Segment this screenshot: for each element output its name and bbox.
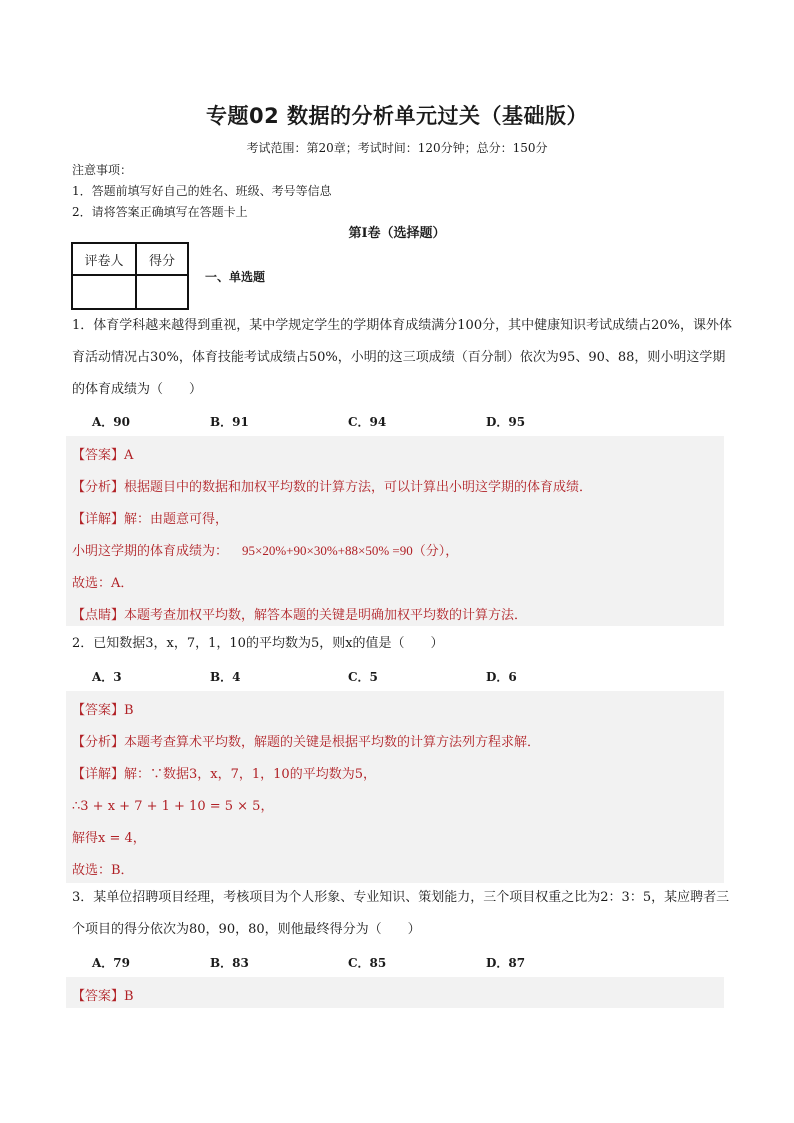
grader-header: 评卷人 (72, 243, 136, 275)
exam-info: 考试范围：第20章；考试时间：120分钟；总分：150分 (246, 141, 548, 155)
q3-answer: B (124, 989, 134, 1004)
question-1-answer-box (66, 436, 724, 626)
notes-heading: 注意事项： (72, 163, 133, 177)
q1-answer-line: 【答案】A (72, 448, 134, 463)
notes-item-2: 2．请将答案正确填写在答题卡上 (72, 205, 248, 219)
q2-solution-line: 解得x = 4， (72, 831, 146, 846)
score-header: 得分 (136, 243, 188, 275)
grader-cell[interactable] (72, 275, 136, 309)
option-b: B．4 (210, 670, 241, 684)
option-a: A．3 (92, 670, 122, 684)
q2-analysis-line: 【分析】本题考查算术平均数，解题的关键是根据平均数的计算方法列方程求解． (72, 735, 541, 750)
option-c: C．5 (348, 670, 378, 684)
q2-answer-line: 【答案】B (72, 703, 134, 718)
question-2-answer-box (66, 691, 724, 883)
q2-equation-line: ∴3 + x + 7 + 1 + 10 = 5 × 5， (72, 799, 274, 814)
q1-comment-line: 【点睛】本题考查加权平均数，解答本题的关键是明确加权平均数的计算方法． (72, 608, 528, 623)
q1-detail-line: 【详解】解：由题意可得， (72, 512, 229, 527)
notes-item-1: 1．答题前填写好自己的姓名、班级、考号等信息 (72, 184, 332, 198)
q1-choice-line: 故选：A． (72, 576, 134, 591)
option-d: D．95 (486, 415, 526, 429)
option-b: B．91 (210, 415, 249, 429)
q1-analysis-line: 【分析】根据题目中的数据和加权平均数的计算方法，可以计算出小明这学期的体育成绩． (72, 480, 593, 495)
option-d: D．87 (486, 956, 526, 970)
question-1-stem: 1．体育学科越来越得到重视，某中学规定学生的学期体育成绩满分100分，其中健康知识考试成绩占20%，课外体育活动情况占30%，体育技能考试成绩占50%，小明的这三项成绩（百分制）依次为95、90、88，则小明这学期的体育成绩为（ ） (72, 318, 732, 397)
option-b: B．83 (210, 956, 249, 970)
q2-choice-line: 故选：B． (72, 863, 134, 878)
score-table (71, 242, 189, 310)
question-2-stem: 2．已知数据3，x，7，1，10的平均数为5，则x的值是（ ） (72, 636, 444, 651)
question-3-stem: 3．某单位招聘项目经理，考核项目为个人形象、专业知识、策划能力，三个项目权重之比为2：3：5，某应聘者三个项目的得分依次为80，90，80，则他最终得分为（ ） (72, 890, 730, 937)
option-d: D．6 (486, 670, 517, 684)
q1-work-line: 小明这学期的体育成绩为： 95×20%+90×30%+88×50% =90（分）， (72, 543, 459, 559)
score-cell[interactable] (136, 275, 188, 309)
q1-answer: A (124, 448, 134, 463)
q2-answer: B (124, 703, 134, 718)
option-c: C．85 (348, 956, 387, 970)
option-a: A．79 (92, 956, 131, 970)
option-a: A．90 (92, 415, 131, 429)
page-title: 专题02 数据的分析单元过关（基础版） (205, 104, 589, 128)
option-c: C．94 (348, 415, 387, 429)
part-title: 一、单选题 (205, 270, 266, 284)
question-3-answer-box (66, 977, 724, 1008)
q2-detail-line: 【详解】解：∵数据3，x，7，1，10的平均数为5， (72, 767, 376, 782)
q3-answer-line: 【答案】B (72, 989, 134, 1004)
section-title: 第I卷（选择题） (348, 226, 446, 241)
